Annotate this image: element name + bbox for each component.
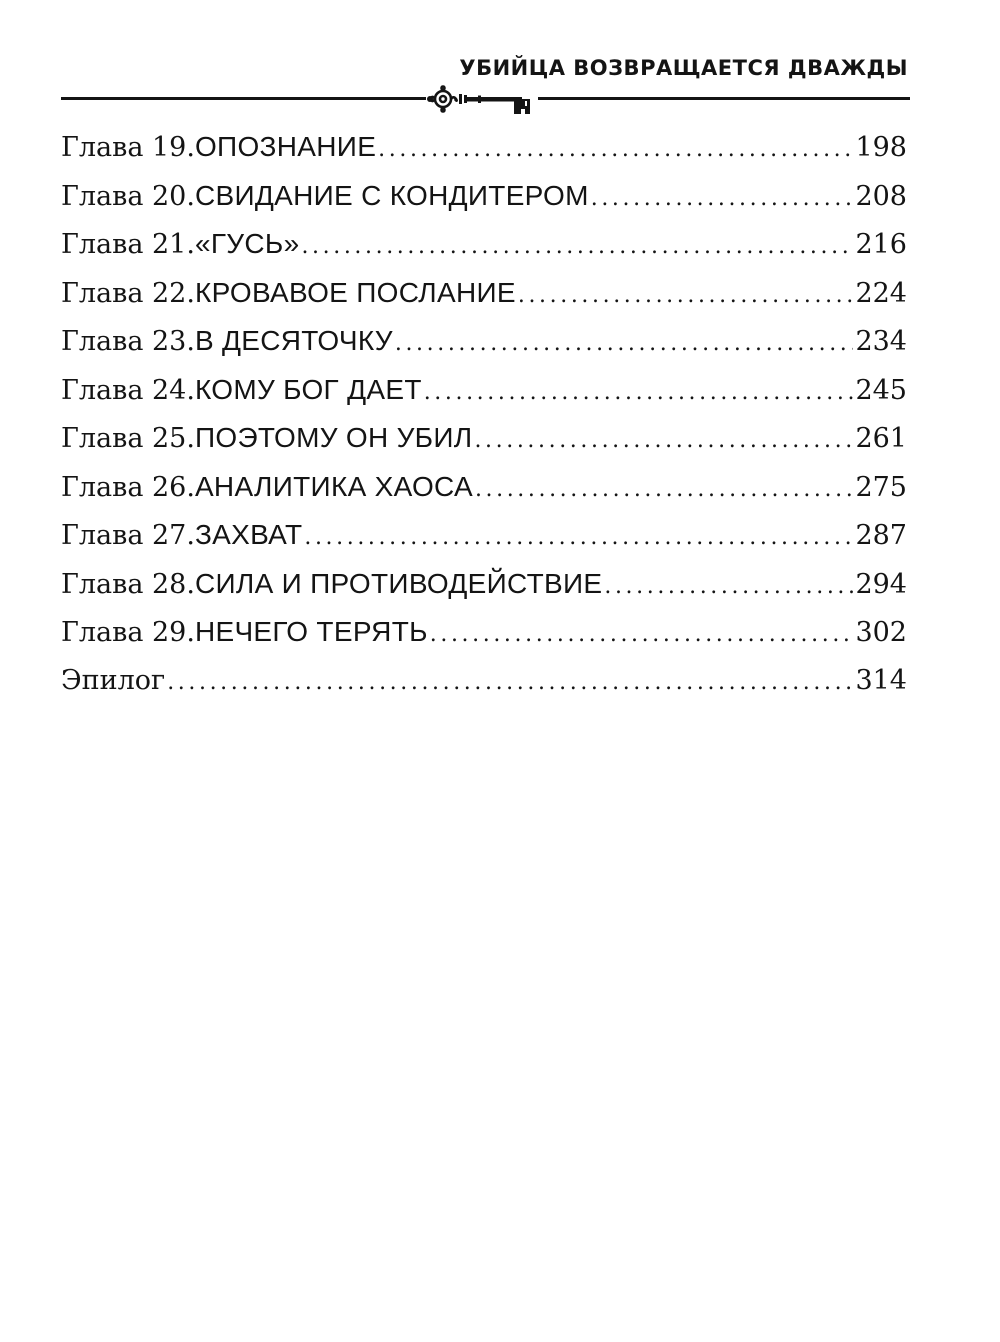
toc-entry	[61, 655, 907, 704]
toc-entry	[61, 364, 907, 413]
page-number: 275	[855, 471, 907, 503]
dot-leader	[167, 657, 853, 709]
dot-leader	[474, 415, 853, 467]
page-number: 216	[855, 229, 907, 260]
toc-entry	[61, 606, 907, 655]
dot-leader	[304, 512, 853, 564]
page-number: 314	[855, 664, 907, 696]
toc-entry	[61, 170, 907, 219]
chapter-number: Глава 25.	[61, 423, 195, 454]
dot-leader	[424, 367, 854, 419]
toc-entry	[61, 412, 907, 461]
page-number: 234	[855, 326, 907, 357]
dot-leader	[518, 270, 854, 322]
page-number: 302	[855, 617, 907, 648]
chapter-title: ЗАХВАТ	[194, 519, 303, 550]
toc-entry	[61, 267, 907, 316]
key-icon	[426, 80, 538, 118]
page-number: 294	[855, 568, 907, 600]
dot-leader	[430, 609, 854, 661]
page-number: 261	[855, 423, 907, 454]
chapter-number: Глава 26.	[61, 471, 195, 503]
chapter-number: Глава 23.	[61, 326, 195, 357]
chapter-title: КРОВАВОЕ ПОСЛАНИЕ	[194, 276, 516, 308]
chapter-title: КОМУ БОГ ДАЕТ	[194, 373, 422, 405]
toc-entry	[61, 509, 907, 558]
toc-entry	[61, 461, 907, 510]
dot-leader	[475, 464, 854, 516]
chapter-number: Глава 27.	[61, 520, 195, 551]
toc-entry	[61, 218, 907, 267]
dot-leader	[301, 221, 853, 273]
chapter-title: СИЛА И ПРОТИВОДЕЙСТВИЕ	[194, 567, 603, 599]
chapter-title: НЕЧЕГО ТЕРЯТЬ	[194, 616, 428, 647]
toc-entry	[61, 558, 907, 607]
chapter-number: Глава 21.	[61, 229, 195, 260]
dot-leader	[378, 124, 853, 176]
toc-entry	[61, 315, 907, 364]
chapter-number: Глава 20.	[61, 180, 195, 212]
table-of-contents	[61, 121, 907, 703]
page-number: 198	[855, 132, 907, 163]
chapter-number: Глава 19.	[61, 132, 195, 163]
chapter-number: Глава 29.	[61, 617, 195, 648]
chapter-title: ПОЭТОМУ ОН УБИЛ	[194, 422, 473, 453]
epilogue-label: Эпилог	[61, 664, 166, 696]
page-number: 224	[855, 277, 907, 309]
chapter-number: Глава 22.	[61, 277, 195, 309]
chapter-title: «ГУСЬ»	[194, 228, 300, 259]
dot-leader	[395, 318, 854, 370]
chapter-title: ОПОЗНАНИЕ	[194, 131, 377, 162]
page-number: 287	[855, 520, 907, 551]
chapter-title: СВИДАНИЕ С КОНДИТЕРОМ	[194, 179, 589, 211]
chapter-title: В ДЕСЯТОЧКУ	[194, 325, 393, 356]
running-head-title: УБИЙЦА ВОЗВРАЩАЕТСЯ ДВАЖДЫ	[459, 56, 908, 80]
page-number: 208	[855, 180, 907, 212]
chapter-title: АНАЛИТИКА ХАОСА	[194, 470, 473, 502]
dot-leader	[604, 561, 853, 613]
page-number: 245	[855, 374, 907, 406]
dot-leader	[591, 173, 854, 225]
chapter-number: Глава 24.	[61, 374, 195, 406]
toc-entry	[61, 121, 907, 170]
chapter-number: Глава 28.	[61, 568, 195, 600]
